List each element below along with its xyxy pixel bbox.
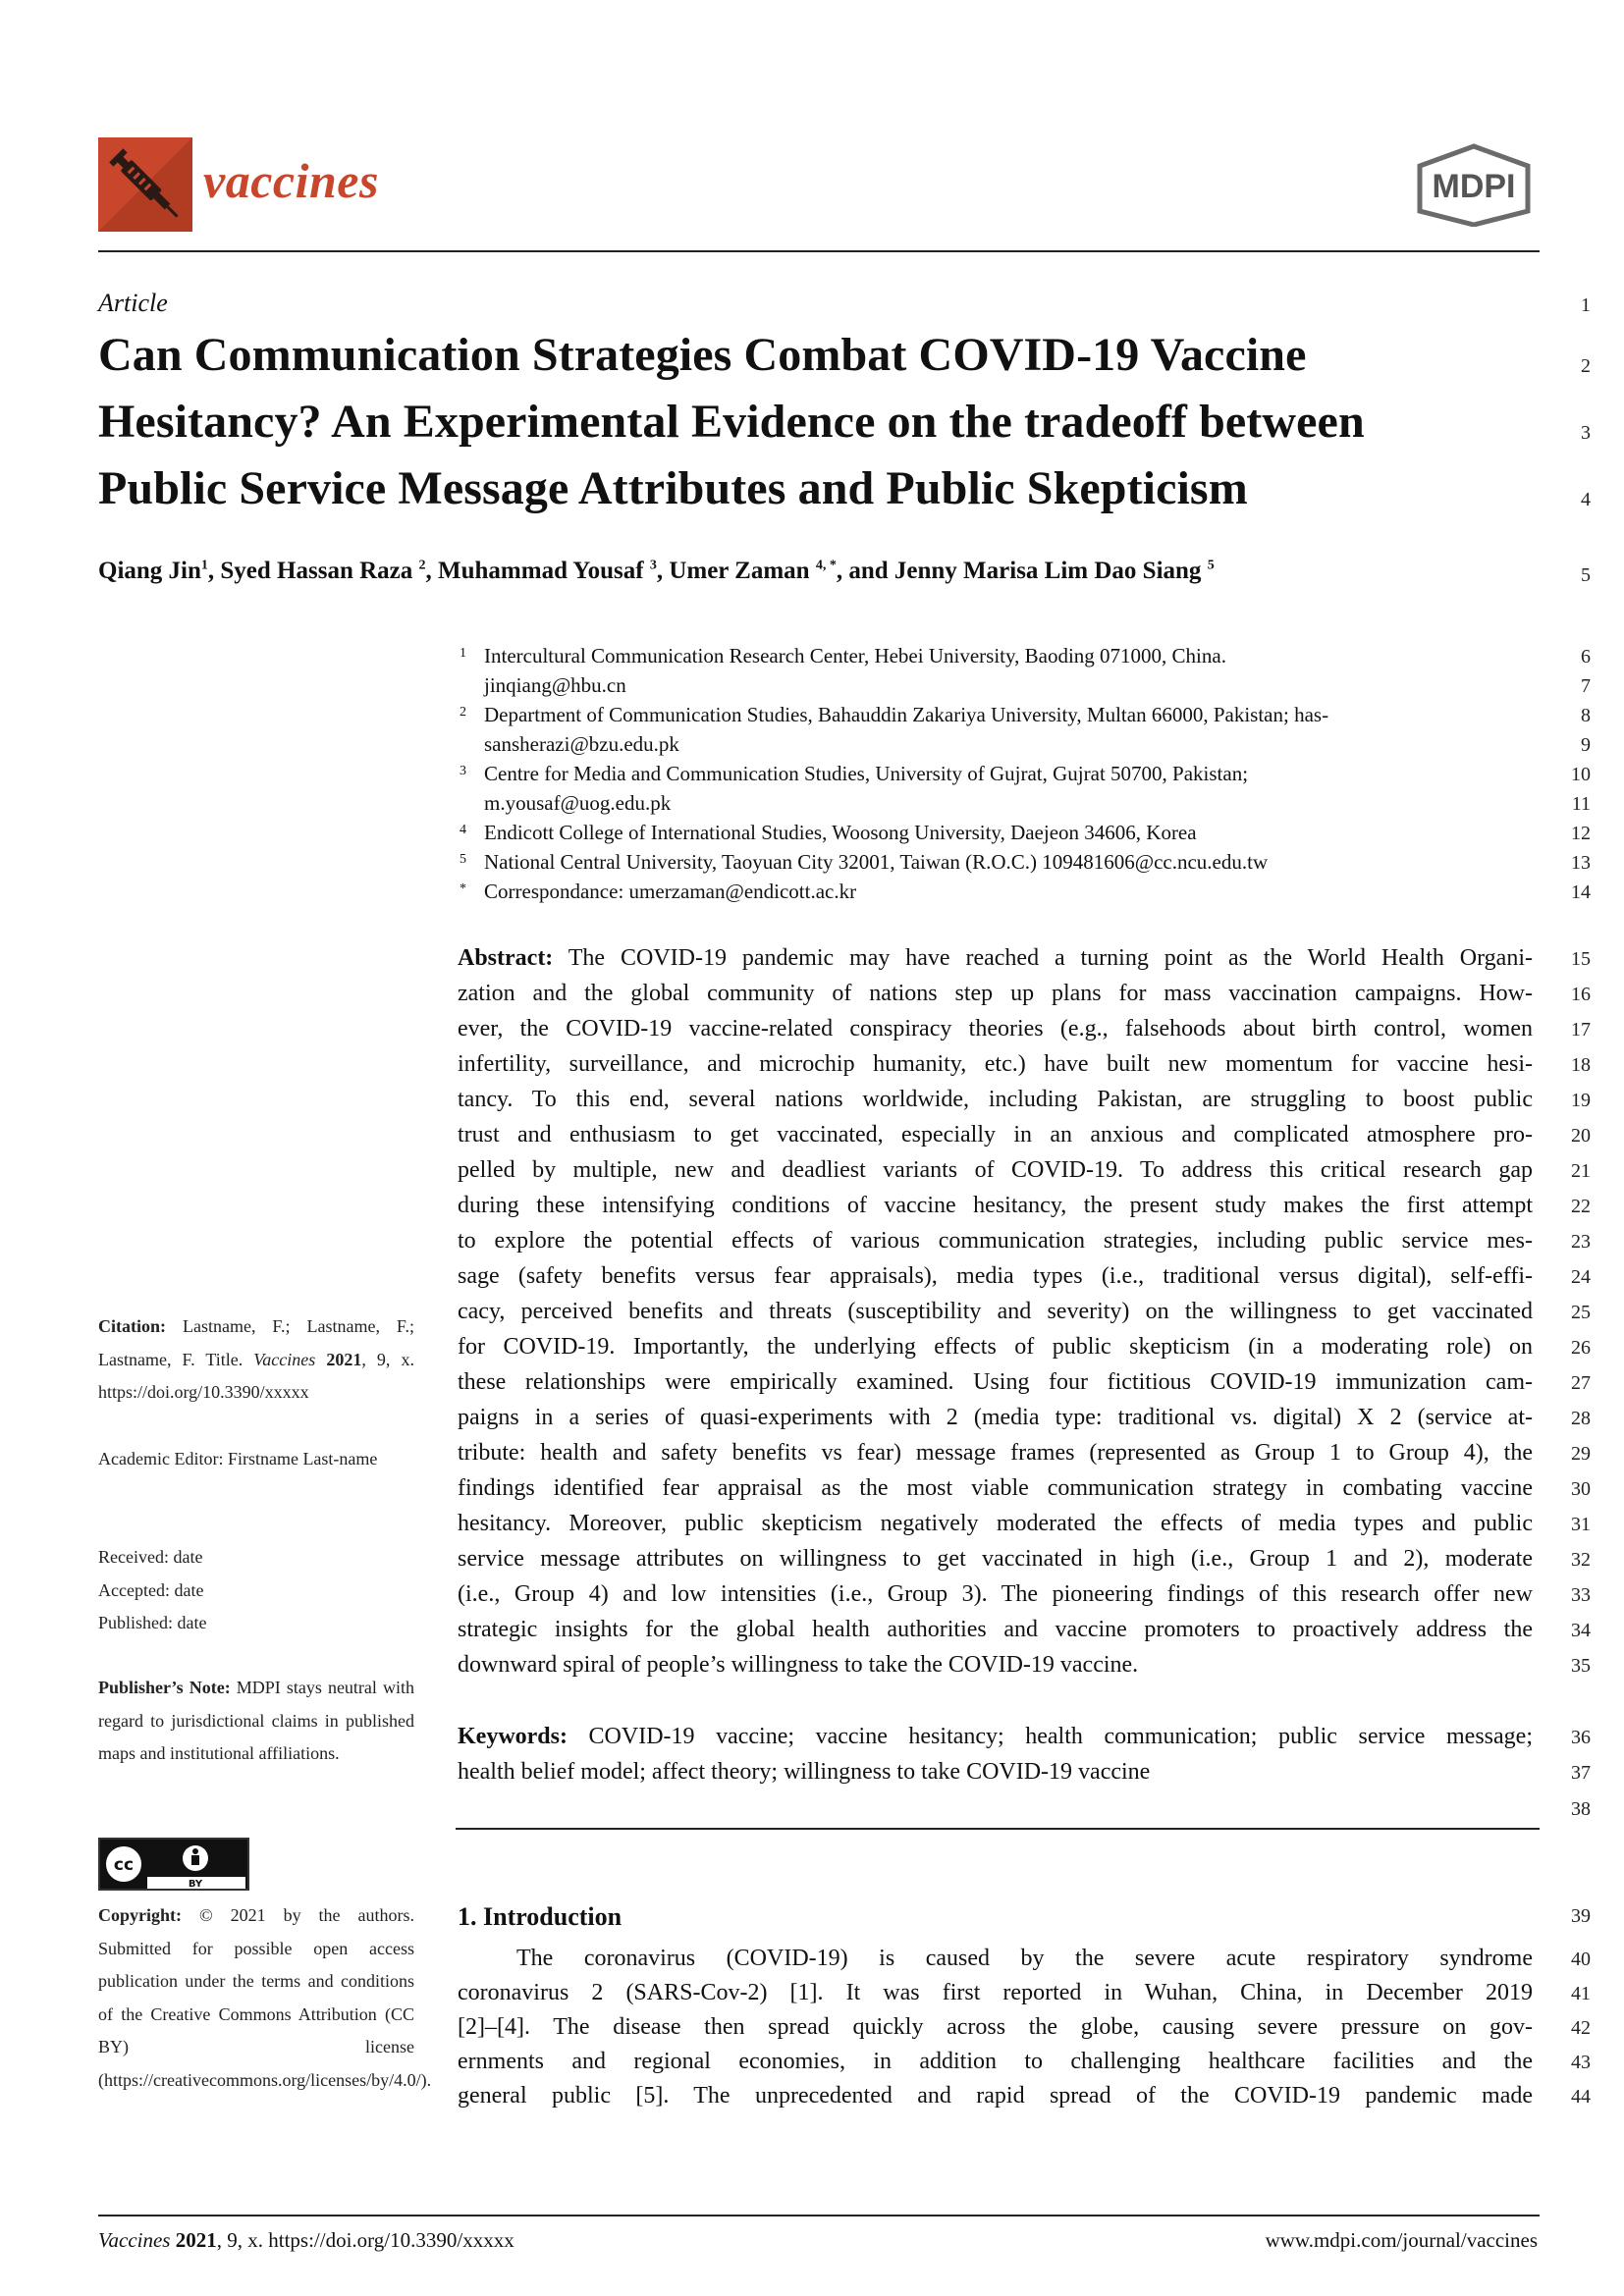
abstract-label: Abstract: xyxy=(458,945,554,971)
line-number: 26 xyxy=(1571,1337,1591,1359)
line-number: 34 xyxy=(1571,1620,1591,1641)
line-number: 3 xyxy=(1581,422,1591,444)
line-number: 30 xyxy=(1571,1478,1591,1500)
copyright-block: Copyright: © 2021 by the authors. Submitted for possible open access publication under the terms and conditions of the Creative Commons Attribution (CC BY) license (https://creativecommons.org/licenses/by/4.0/). xyxy=(98,1905,432,2090)
keywords-line: Keywords: COVID-19 vaccine; vaccine hesitancy; health communication; public service message; xyxy=(458,1724,1533,1749)
academic-editor: Academic Editor: Firstname Last-name xyxy=(98,1449,378,1468)
abstract-line: to explore the potential effects of various communication strategies, including public service mes- xyxy=(458,1228,1533,1254)
received-date: Received: date xyxy=(98,1547,203,1567)
line-number: 27 xyxy=(1571,1372,1591,1394)
citation-block: Citation: Lastname, F.; Lastname, F.; Lastname, F. Title. Vaccines 2021, 9, x. https://doi.org/10.3390/xxxxx xyxy=(98,1316,415,1402)
abstract-line: infertility, surveillance, and microchip humanity, etc.) have built new momentum for vaccine hesi- xyxy=(458,1051,1533,1077)
svg-text:cc: cc xyxy=(113,1855,135,1875)
author-name: , Syed Hassan Raza xyxy=(207,558,419,584)
intro-line: The coronavirus (COVID-19) is caused by the severe acute respiratory syndrome xyxy=(516,1946,1533,1971)
line-number: 22 xyxy=(1571,1196,1591,1217)
line-number: 13 xyxy=(1571,852,1591,874)
line-number: 16 xyxy=(1571,984,1591,1005)
cc-by-license-badge[interactable] xyxy=(98,1838,249,1891)
line-number: 9 xyxy=(1581,734,1591,756)
abstract-line: cacy, perceived benefits and threats (susceptibility and severity) on the willingness to get vaccinated xyxy=(458,1299,1533,1324)
line-number: 31 xyxy=(1571,1514,1591,1535)
footer-rule xyxy=(98,2215,1540,2216)
author-name: , Umer Zaman xyxy=(656,558,816,584)
publisher-logo xyxy=(1414,142,1534,232)
line-number: 36 xyxy=(1571,1727,1591,1748)
line-number: 33 xyxy=(1571,1584,1591,1606)
syringe-icon xyxy=(98,137,192,232)
published-date: Published: date xyxy=(98,1613,207,1632)
abstract-line: tribute: health and safety benefits vs fear) message frames (represented as Group 1 to Group 4), the xyxy=(458,1440,1533,1466)
line-number: 1 xyxy=(1581,294,1591,316)
abstract-line: hesitancy. Moreover, public skepticism negatively moderated the effects of media types and public xyxy=(458,1511,1533,1536)
publisher-note: Publisher’s Note: MDPI stays neutral with regard to jurisdictional claims in published maps and institutional affiliations. xyxy=(98,1678,414,1763)
line-number: 11 xyxy=(1571,793,1591,815)
line-number: 43 xyxy=(1571,2052,1591,2073)
author-name: , Muhammad Yousaf xyxy=(425,558,650,584)
line-number: 40 xyxy=(1571,1949,1591,1970)
article-type: Article xyxy=(98,289,168,317)
line-number: 32 xyxy=(1571,1549,1591,1571)
abstract-line: tancy. To this end, several nations worldwide, including Pakistan, are struggling to boost public xyxy=(458,1087,1533,1112)
affiliation-marker: 4, * xyxy=(815,558,837,573)
line-number: 18 xyxy=(1571,1054,1591,1076)
abstract-line: strategic insights for the global health authorities and vaccine promoters to proactively address the xyxy=(458,1617,1533,1642)
footer-citation: Vaccines 2021, 9, x. https://doi.org/10.3390/xxxxx xyxy=(98,2228,514,2252)
line-number: 19 xyxy=(1571,1090,1591,1111)
section-heading: 1. Introduction xyxy=(458,1902,623,1931)
affiliation-marker: 5 xyxy=(1207,558,1215,573)
keywords-line: health belief model; affect theory; willingness to take COVID-19 vaccine xyxy=(458,1759,1151,1785)
line-number: 29 xyxy=(1571,1443,1591,1465)
line-number: 12 xyxy=(1571,823,1591,844)
line-number: 17 xyxy=(1571,1019,1591,1041)
line-number: 35 xyxy=(1571,1655,1591,1677)
abstract-line: downward spiral of people’s willingness to take the COVID-19 vaccine. xyxy=(458,1652,1139,1678)
journal-logo xyxy=(98,137,192,232)
accepted-date: Accepted: date xyxy=(98,1579,204,1600)
line-number: 41 xyxy=(1571,1983,1591,2004)
line-number: 38 xyxy=(1571,1798,1591,1820)
line-number: 44 xyxy=(1571,2086,1591,2108)
line-number: 15 xyxy=(1571,948,1591,970)
title-line-1: Can Communication Strategies Combat COVID-19 Vaccine xyxy=(98,329,1307,381)
dates-block xyxy=(98,1541,414,1640)
footer-url[interactable]: www.mdpi.com/journal/vaccines xyxy=(1265,2228,1538,2252)
line-number: 37 xyxy=(1571,1762,1591,1784)
abstract-line: (i.e., Group 4) and low intensities (i.e., Group 3). The pioneering findings of this research offer new xyxy=(458,1581,1533,1607)
abstract-line: Abstract: The COVID-19 pandemic may have reached a turning point as the World Health Organi- xyxy=(458,945,1533,971)
line-number: 28 xyxy=(1571,1408,1591,1429)
line-number: 20 xyxy=(1571,1125,1591,1147)
abstract-line: these relationships were empirically examined. Using four fictitious COVID-19 immunization cam- xyxy=(458,1369,1533,1395)
line-number: 24 xyxy=(1571,1266,1591,1288)
line-number: 6 xyxy=(1581,646,1591,667)
author-list xyxy=(98,558,1215,585)
intro-line: general public [5]. The unprecedented and rapid spread of the COVID-19 pandemic made xyxy=(458,2083,1533,2109)
intro-line: ernments and regional economies, in addition to challenging healthcare facilities and the xyxy=(458,2049,1533,2074)
keywords-label: Keywords: xyxy=(458,1724,568,1749)
author-name: Qiang Jin xyxy=(98,558,201,584)
abstract-line: ever, the COVID-19 vaccine-related conspiracy theories (e.g., falsehoods about birth control, women xyxy=(458,1016,1533,1041)
affiliation-marker: 2 xyxy=(418,558,426,573)
abstract-line: during these intensifying conditions of vaccine hesitancy, the present study makes the first attempt xyxy=(458,1193,1533,1218)
abstract-line: pelled by multiple, new and deadliest variants of COVID-19. To address this critical research gap xyxy=(458,1157,1533,1183)
abstract-line: zation and the global community of nations step up plans for mass vaccination campaigns. How- xyxy=(458,981,1533,1006)
header-rule xyxy=(98,250,1540,252)
svg-text:BY: BY xyxy=(188,1879,203,1889)
line-number: 23 xyxy=(1571,1231,1591,1253)
line-number: 10 xyxy=(1571,764,1591,785)
author-name: , and Jenny Marisa Lim Dao Siang xyxy=(836,558,1208,584)
journal-name: vaccines xyxy=(203,153,379,208)
abstract-line: sage (safety benefits versus fear appraisals), media types (i.e., traditional versus digital), self-effi- xyxy=(458,1263,1533,1289)
abstract-line: trust and enthusiasm to get vaccinated, especially in an anxious and complicated atmosphere pro- xyxy=(458,1122,1533,1148)
line-number: 8 xyxy=(1581,705,1591,726)
line-number: 39 xyxy=(1571,1905,1591,1927)
intro-line: [2]–[4]. The disease then spread quickly across the globe, causing severe pressure on gov- xyxy=(458,2014,1533,2040)
title-line-3: Public Service Message Attributes and Public Skepticism xyxy=(98,462,1248,514)
citation-label: Citation: xyxy=(98,1316,166,1336)
publisher-wordmark: MDPI xyxy=(1432,168,1516,205)
line-number: 42 xyxy=(1571,2017,1591,2039)
affiliation-marker: 3 xyxy=(649,558,657,573)
intro-line: coronavirus 2 (SARS-Cov-2) [1]. It was first reported in Wuhan, China, in December 2019 xyxy=(458,1980,1533,2005)
line-number: 5 xyxy=(1581,564,1591,586)
line-number: 14 xyxy=(1571,881,1591,903)
affiliation-marker: 1 xyxy=(200,558,208,573)
abstract-line: paigns in a series of quasi-experiments with 2 (media type: traditional vs. digital) X 2 (service at- xyxy=(458,1405,1533,1430)
line-number: 4 xyxy=(1581,489,1591,510)
section-rule xyxy=(456,1828,1540,1830)
title-line-2: Hesitancy? An Experimental Evidence on the tradeoff between xyxy=(98,396,1365,448)
abstract-line: for COVID-19. Importantly, the underlying effects of public skepticism (in a moderating role) on xyxy=(458,1334,1533,1360)
line-number: 25 xyxy=(1571,1302,1591,1323)
line-number: 2 xyxy=(1581,355,1591,377)
abstract-line: service message attributes on willingness to get vaccinated in high (i.e., Group 1 and 2), moderate xyxy=(458,1546,1533,1572)
abstract-line: findings identified fear appraisal as the most viable communication strategy in combating vaccine xyxy=(458,1475,1533,1501)
line-number: 21 xyxy=(1571,1160,1591,1182)
line-number: 7 xyxy=(1581,675,1591,697)
